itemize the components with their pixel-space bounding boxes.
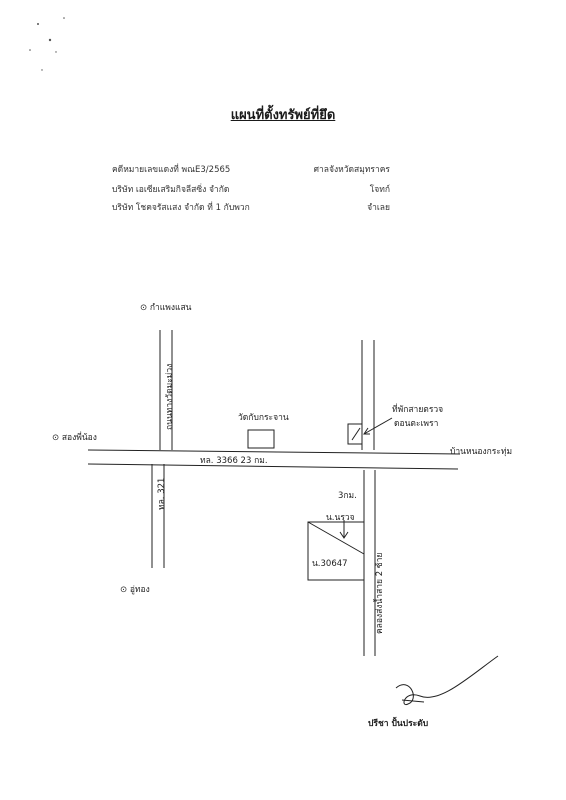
police-station-label-line2: ดอนตะเพรา <box>394 419 439 429</box>
highway-label: ทล. 3366 23 กม. <box>200 456 268 466</box>
highway-line-top <box>88 450 460 454</box>
north-destination-label: ⊙ กำแพงแสน <box>140 303 192 313</box>
left-road-label: ถนนทางวัดมะม่วง <box>165 363 175 430</box>
scan-specks <box>29 17 65 71</box>
police-station-label: ที่พักสายตรวจ <box>392 405 444 415</box>
canal-road-label: คลองส่งน้ำสาย 2 ซ้าย <box>375 552 385 634</box>
parcel-marker-label: น.นรวจ <box>326 513 355 523</box>
signer-name: ปรีชา ปั้นประดับ <box>368 719 429 729</box>
police-box <box>348 424 362 444</box>
south-destination-label: ⊙ อู่ทอง <box>120 585 150 595</box>
police-box-diagonal <box>352 428 360 440</box>
court-name: ศาลจังหวัดสมุทราคร <box>313 165 390 175</box>
temple-box <box>248 430 274 448</box>
temple-label: วัดกับกระจาน <box>238 413 289 423</box>
signature-stroke <box>396 656 498 705</box>
east-destination-label: บ้านหนองกระทุ่ม <box>450 447 513 457</box>
signature-underline <box>402 700 424 702</box>
police-arrow-line <box>364 418 392 434</box>
parcel-number-label: น.30647 <box>312 559 348 569</box>
lower-road-label: ทล. 321 <box>157 477 167 510</box>
plaintiff-name: บริษัท เอเซียเสริมกิจลีสซิ่ง จำกัด <box>112 185 230 195</box>
west-destination-label: ⊙ สองพี่น้อง <box>52 433 97 443</box>
parcel-diagonal <box>308 522 364 554</box>
case-number-label: คดีหมายเลขแดงที่ พณE3/2565 <box>112 165 231 175</box>
plaintiff-role: โจทก์ <box>369 185 390 195</box>
defendant-name: บริษัท โชคจรัสแสง จำกัด ที่ 1 กับพวก <box>112 203 250 213</box>
highway-line-bottom <box>88 464 458 469</box>
document-title: แผนที่ตั้งทรัพย์ที่ยึด <box>230 108 336 123</box>
defendant-role: จำเลย <box>367 203 390 213</box>
parcel-box <box>308 522 364 580</box>
distance-label: 3กม. <box>338 491 357 501</box>
